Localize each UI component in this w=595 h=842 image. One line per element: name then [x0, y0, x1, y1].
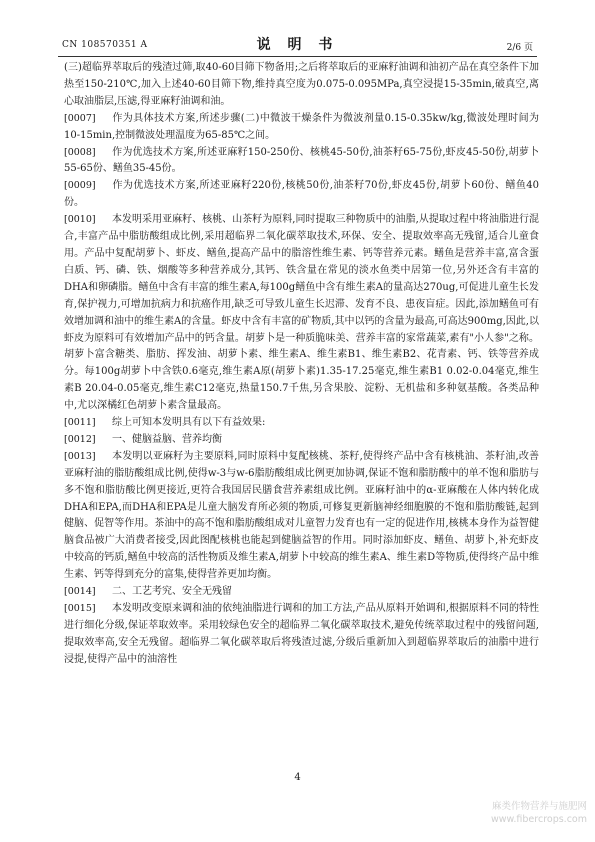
paragraph-text: 综上可知本发明具有以下有益效果: [112, 417, 266, 429]
paragraph-text: 本发明改变原来调和油的依纯油脂进行调和的加工方法,产品从原料开始调和,根据原料不同的特性进行细化分级,保证萃取效率。采用较绿色安全的超临界二氧化碳萃取技术,避免传统萃取过程中的残留问题,提取效率高,安全无残留。超临界二氧化碳萃取后将残渣过滤,分级后重新加入到超临界萃取后的油脂中进行浸提,使得产品中的油溶性 [64, 603, 539, 665]
patent-number: CN 108570351 A [62, 40, 148, 50]
section-heading: 一、健脑益脑、营养均衡 [112, 433, 222, 445]
paragraph-number: [0010] [64, 214, 96, 226]
document-title: 说 明 书 [256, 37, 339, 53]
section-heading: 二、工艺考究、安全无残留 [112, 586, 232, 598]
paragraph-0014 [64, 584, 539, 601]
paragraph-number: [0012] [64, 433, 96, 445]
document-body [64, 60, 539, 669]
page-indicator: 2/6 页 [506, 43, 533, 53]
watermark-site-name: 麻类作物营养与施肥网 [491, 801, 587, 812]
paragraph-0010 [64, 212, 539, 415]
paragraph-text: 作为具体技术方案,所述步骤(二)中微波干燥条件为微波剂量0.15-0.35kw/kg,微波处理时间为10-15min,控制微波处理温度为65-85℃之间。 [64, 112, 539, 141]
paragraph-0015 [64, 601, 539, 669]
paragraph-text: 作为优选技术方案,所述亚麻籽220份,核桃50份,油茶籽70份,虾皮45份,胡萝卜60份、鳝鱼40份。 [64, 180, 539, 209]
paragraph-number: [0011] [64, 417, 96, 429]
page-header [58, 34, 537, 52]
paragraph-text: 本发明以亚麻籽为主要原料,同时原料中复配核桃、茶籽,使得终产品中含有核桃油、茶籽油,改善亚麻籽油的脂肪酸组成比例,使得w-3与w-6脂肪酸组成比例更加协调,保证不饱和脂肪酸中的单不饱和脂肪与多不饱和脂肪酸比例更接近,更符合我国居民膳食营养素组成比例。亚麻籽油中的α-亚麻酸在人体内转化成DHA和EPA,而DHA和EPA是儿童大脑发育所必须的物质,可修复更新脑神经细胞膜的不饱和脂肪酸链,起到健脑、促智等作用。茶油中的高不饱和脂肪酸组成对儿童智力发育也有一定的促进作用,核桃本身作为益智健脑食品被广大消费者接受,因此图配核桃也能起到健脑益智的作用。同时添加虾皮、鳝鱼、胡萝卜,补充虾皮中较高的钙质,鳝鱼中较高的活性物质及维生素A,胡萝卜中较高的维生素A、维生素D等物质,使得终产品中维生素、钙等得到充分的富集,使得营养更加均衡。 [64, 450, 539, 581]
paragraph-number: [0007] [64, 112, 96, 124]
page-number: 4 [294, 772, 301, 783]
paragraph-0011 [64, 415, 539, 432]
paragraph-0007 [64, 111, 539, 145]
paragraph-text: 本发明采用亚麻籽、核桃、山茶籽为原料,同时提取三种物质中的油脂,从提取过程中将油脂进行混合,丰富产品中脂肪酸组成比例,采用超临界二氧化碳萃取技术,环保、安全、提取效率高无残留,适合儿童食用。产品中复配胡萝卜、虾皮、鳝鱼,提高产品中的脂溶性维生素、钙等营养元素。鳝鱼是营养丰富,富含蛋白质、钙、磷、铁、烟酸等多种营养成分,其钙、铁含量在常见的淡水鱼类中居第一位,另外还含有丰富的DHA和卵磷脂。鳝鱼中含有丰富的维生素A,每100g鳝鱼中含有维生素A的量高达270ug,可促进儿童生长发育,保护视力,可增加抗病力和抗癌作用,缺乏可导致儿童生长迟滞、发育不良、患夜盲症。因此,添加鳝鱼可有效增加调和油中的维生素A的含量。虾皮中含有丰富的矿物质,其中以钙的含量为最高,可高达900mg,因此,以虾皮为原料可有效增加产品中的钙含量。胡萝卜是一种质脆味美、营养丰富的家常蔬菜,素有"小人参"之称。胡萝卜富含糖类、脂肪、挥发油、胡萝卜素、维生素A、维生素B1、维生素B2、花青素、钙、铁等营养成分。每100g胡萝卜中含铁0.6毫克,维生素A原(胡萝卜素)1.35-17.25毫克,维生素B1 0.02-0.04毫克,维生素B 20.04-0.05毫克,维生素C12毫克,热量150.7千焦,另含果胶、淀粉、无机盐和多种氨基酸。各类品种中,尤以深橘红色胡萝卜素含量最高。 [64, 214, 539, 412]
paragraph-continued: (三)超临界萃取后的残渣过筛,取40-60目筛下物备用;之后将萃取后的亚麻籽油调和油初产品在真空条件下加热至150-210℃,加入上述40-60目筛下物,维持真空度为0.075-0.095MPa,真空浸提15-35min,破真空,离心取油脂层,压滤,得亚麻籽油调和油。 [64, 62, 539, 107]
site-watermark [491, 800, 587, 826]
watermark-url: www.fibercrops.com [490, 814, 587, 825]
paragraph-0008 [64, 145, 539, 179]
paragraph-number: [0008] [64, 146, 96, 158]
paragraph-0012 [64, 432, 539, 449]
paragraph-0009 [64, 178, 539, 212]
paragraph-number: [0015] [64, 603, 96, 614]
paragraph-0013 [64, 449, 539, 584]
paragraph-number: [0009] [64, 180, 96, 192]
paragraph-number: [0013] [64, 450, 96, 462]
paragraph-text: 作为优选技术方案,所述亚麻籽150-250份、核桃45-50份,油茶籽65-75份,虾皮45-50份,胡萝卜55-65份、鳝鱼35-45份。 [64, 146, 539, 175]
paragraph-number: [0014] [64, 586, 96, 598]
header-divider [58, 56, 537, 57]
